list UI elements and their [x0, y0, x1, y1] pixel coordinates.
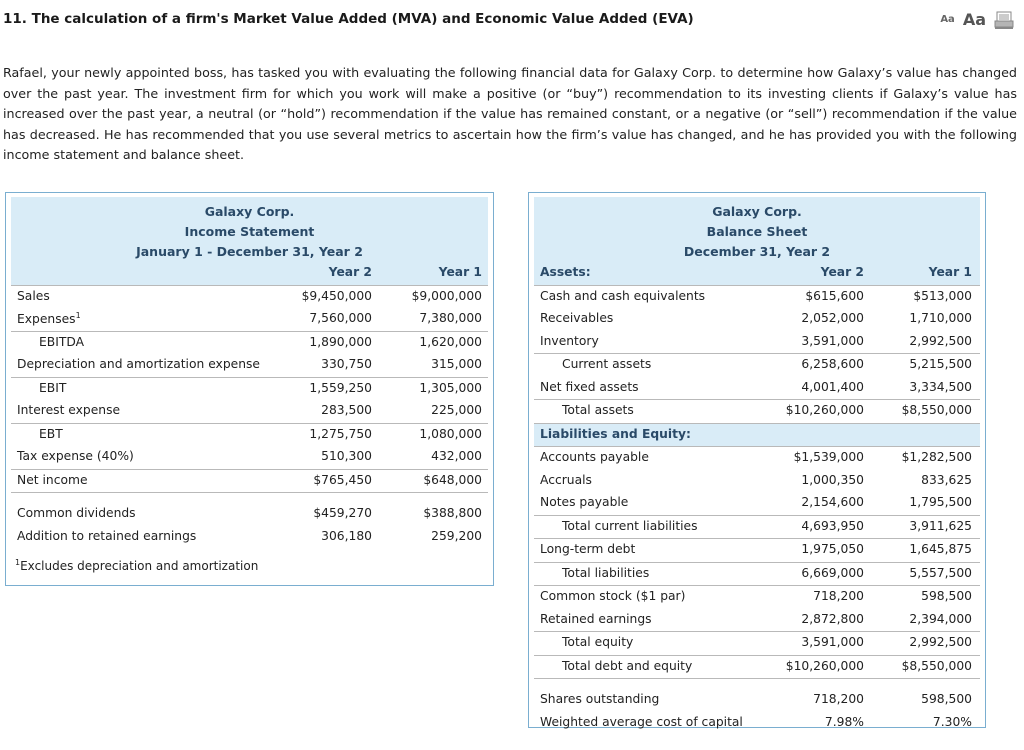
- value-year2: 7,560,000: [309, 311, 372, 325]
- value-year2: 2,052,000: [801, 311, 864, 325]
- print-icon[interactable]: [994, 11, 1014, 29]
- liabilities-header: [534, 424, 980, 448]
- intro-paragraph: Rafael, your newly appointed boss, has tasked you with evaluating the following financial data for Galaxy Corp. to determine how Galaxy’s value has changed over the past year. The investment firm for which you work will make a positive (or “buy”) recommendation to its investing clients if Galaxy’s value has increased over the past year, a neutral (or “hold”) recommendation if the value has remained constant, or a negative (or “sell”) recommendation if the value has decreased. He has recommended that you use several metrics to ascertain how the firm’s value has changed, and he has provided you with the following income statement and balance sheet.: [3, 65, 1017, 162]
- table-row: [534, 492, 980, 516]
- table-row: [534, 447, 980, 470]
- value-year2: 2,154,600: [801, 495, 864, 509]
- assets-label: Assets:: [540, 265, 591, 279]
- section-label: Liabilities and Equity:: [540, 426, 691, 441]
- row-label: Total debt and equity: [562, 658, 693, 673]
- value-year1: 1,645,875: [909, 542, 972, 556]
- value-year1: 2,992,500: [909, 333, 972, 348]
- value-year2: 4,693,950: [801, 518, 864, 533]
- value-year2: $1,539,000: [793, 450, 864, 464]
- value-year1: 3,334,500: [909, 379, 972, 394]
- row-label: Accruals: [540, 472, 592, 487]
- table-row: [11, 503, 488, 526]
- value-year2: 3,591,000: [801, 333, 864, 348]
- value-year1: 7,380,000: [419, 311, 482, 325]
- value-year2: 1,890,000: [309, 334, 372, 349]
- value-year1: 259,200: [431, 528, 482, 543]
- value-year1: $8,550,000: [901, 403, 972, 417]
- row-label: Retained earnings: [540, 611, 652, 626]
- row-label: Tax expense (40%): [17, 449, 134, 463]
- value-year2: 3,591,000: [801, 635, 864, 649]
- table-row: [534, 286, 980, 309]
- row-label: Total equity: [562, 635, 634, 649]
- value-year1: 432,000: [431, 449, 482, 463]
- value-year2: $615,600: [805, 288, 864, 303]
- row-label: Addition to retained earnings: [17, 528, 197, 543]
- row-label: Receivables: [540, 311, 614, 325]
- income-column-header: [11, 262, 488, 286]
- income-statement-title: Income Statement: [184, 224, 315, 239]
- value-year1: 315,000: [431, 357, 482, 371]
- row-label: Inventory: [540, 333, 599, 348]
- table-row: [11, 424, 488, 447]
- value-year2: 718,200: [813, 692, 864, 706]
- value-year2: 4,001,400: [801, 379, 864, 394]
- table-row: [11, 308, 488, 332]
- row-label: Sales: [17, 288, 50, 303]
- value-year1: $388,800: [423, 506, 482, 520]
- value-year1: 2,992,500: [909, 635, 972, 649]
- income-col-year1: Year 1: [438, 265, 482, 279]
- value-year2: 2,872,800: [801, 611, 864, 626]
- value-year2: $765,450: [313, 472, 372, 487]
- value-year1: $648,000: [423, 472, 482, 487]
- row-label: Total current liabilities: [562, 518, 698, 533]
- table-row: [534, 331, 980, 355]
- value-year2: 6,258,600: [801, 357, 864, 371]
- row-label: Expenses$^1$: [17, 311, 81, 327]
- balance-col-year1: Year 1: [928, 265, 972, 279]
- value-year2: 1,275,750: [309, 426, 372, 441]
- value-year1: 2,394,000: [909, 611, 972, 626]
- table-row: [534, 656, 980, 680]
- balance-header: [534, 197, 980, 262]
- balance-statement-title: Balance Sheet: [706, 224, 808, 239]
- table-row: [11, 446, 488, 470]
- table-row: [11, 378, 488, 401]
- row-label: Total assets: [562, 403, 634, 417]
- value-year1: $8,550,000: [901, 658, 972, 673]
- value-year2: $9,450,000: [301, 288, 372, 303]
- table-row: [11, 400, 488, 424]
- table-row: [534, 609, 980, 633]
- row-label: Weighted average cost of capital: [540, 714, 743, 729]
- value-year1: 833,625: [921, 472, 972, 487]
- value-year2: 6,669,000: [801, 565, 864, 580]
- table-row: [534, 539, 980, 563]
- table-row: [534, 712, 980, 735]
- balance-date: December 31, Year 2: [683, 244, 831, 259]
- toolbar: [940, 10, 1014, 29]
- table-row: [11, 354, 488, 378]
- income-col-year2: Year 2: [328, 265, 372, 279]
- balance-col-year2: Year 2: [820, 265, 864, 279]
- value-year2: $459,270: [313, 506, 372, 520]
- table-row: [11, 526, 488, 549]
- decrease-font-button[interactable]: Aa: [940, 14, 955, 25]
- row-label: Accounts payable: [540, 450, 649, 464]
- value-year1: 7.30%: [932, 714, 972, 729]
- row-label: Long-term debt: [540, 542, 636, 556]
- increase-font-button[interactable]: Aa: [962, 10, 986, 29]
- income-period: January 1 - December 31, Year 2: [136, 244, 363, 259]
- value-year1: $513,000: [913, 288, 972, 303]
- question-title: 11. The calculation of a firm's Market Value Added (MVA) and Economic Value Added (EVA): [3, 11, 694, 27]
- table-row: [534, 470, 980, 493]
- value-year1: 1,305,000: [419, 380, 482, 395]
- balance-sheet-panel: [528, 192, 986, 728]
- table-row: [11, 286, 488, 309]
- value-year1: $1,282,500: [901, 450, 972, 464]
- value-year2: 718,200: [813, 589, 864, 603]
- value-year2: 283,500: [321, 403, 372, 417]
- value-year2: 1,559,250: [309, 380, 372, 395]
- value-year2: 1,975,050: [801, 542, 864, 556]
- table-row: [534, 400, 980, 424]
- balance-column-header: [534, 262, 980, 286]
- row-label: Interest expense: [17, 403, 121, 417]
- table-row: [534, 689, 980, 712]
- income-company: Galaxy Corp.: [204, 204, 295, 219]
- row-label: Common stock ($1 par): [540, 589, 686, 603]
- value-year1: 1,080,000: [419, 426, 482, 441]
- value-year1: 5,557,500: [909, 565, 972, 580]
- value-year2: 510,300: [321, 449, 372, 463]
- value-year1: 598,500: [921, 692, 972, 706]
- income-header: [11, 197, 488, 262]
- row-label: EBT: [39, 426, 63, 441]
- value-year1: 225,000: [431, 403, 482, 417]
- row-label: Cash and cash equivalents: [540, 288, 706, 303]
- table-row: [11, 470, 488, 494]
- value-year1: 5,215,500: [909, 357, 972, 371]
- value-year2: $10,260,000: [785, 658, 864, 673]
- row-label: Net income: [17, 472, 88, 487]
- table-row: [534, 632, 980, 656]
- table-row: [534, 516, 980, 540]
- row-label: Notes payable: [540, 495, 629, 509]
- balance-company: Galaxy Corp.: [712, 204, 802, 219]
- income-footnote: $^1$Excludes depreciation and amortization: [15, 558, 259, 573]
- value-year1: 1,795,500: [909, 495, 972, 509]
- value-year1: $9,000,000: [411, 288, 482, 303]
- row-label: EBIT: [39, 380, 67, 395]
- value-year2: 1,000,350: [801, 472, 864, 487]
- table-row: [534, 563, 980, 587]
- row-label: Common dividends: [17, 506, 136, 520]
- value-year1: 1,620,000: [419, 334, 482, 349]
- row-label: EBITDA: [39, 334, 85, 349]
- value-year2: $10,260,000: [785, 403, 864, 417]
- value-year2: 330,750: [321, 357, 372, 371]
- value-year2: 306,180: [321, 528, 372, 543]
- table-row: [534, 586, 980, 609]
- table-row: [534, 354, 980, 377]
- row-label: Depreciation and amortization expense: [17, 357, 260, 371]
- row-label: Net fixed assets: [540, 379, 639, 394]
- value-year2: 7.98%: [824, 714, 864, 729]
- table-row: [534, 377, 980, 401]
- row-label: Shares outstanding: [540, 692, 660, 706]
- row-label: Current assets: [562, 357, 652, 371]
- row-label: Total liabilities: [562, 565, 650, 580]
- table-row: [11, 332, 488, 355]
- value-year1: 1,710,000: [909, 311, 972, 325]
- value-year1: 3,911,625: [909, 518, 972, 533]
- table-row: [534, 308, 980, 331]
- income-statement-panel: [5, 192, 494, 586]
- value-year1: 598,500: [921, 589, 972, 603]
